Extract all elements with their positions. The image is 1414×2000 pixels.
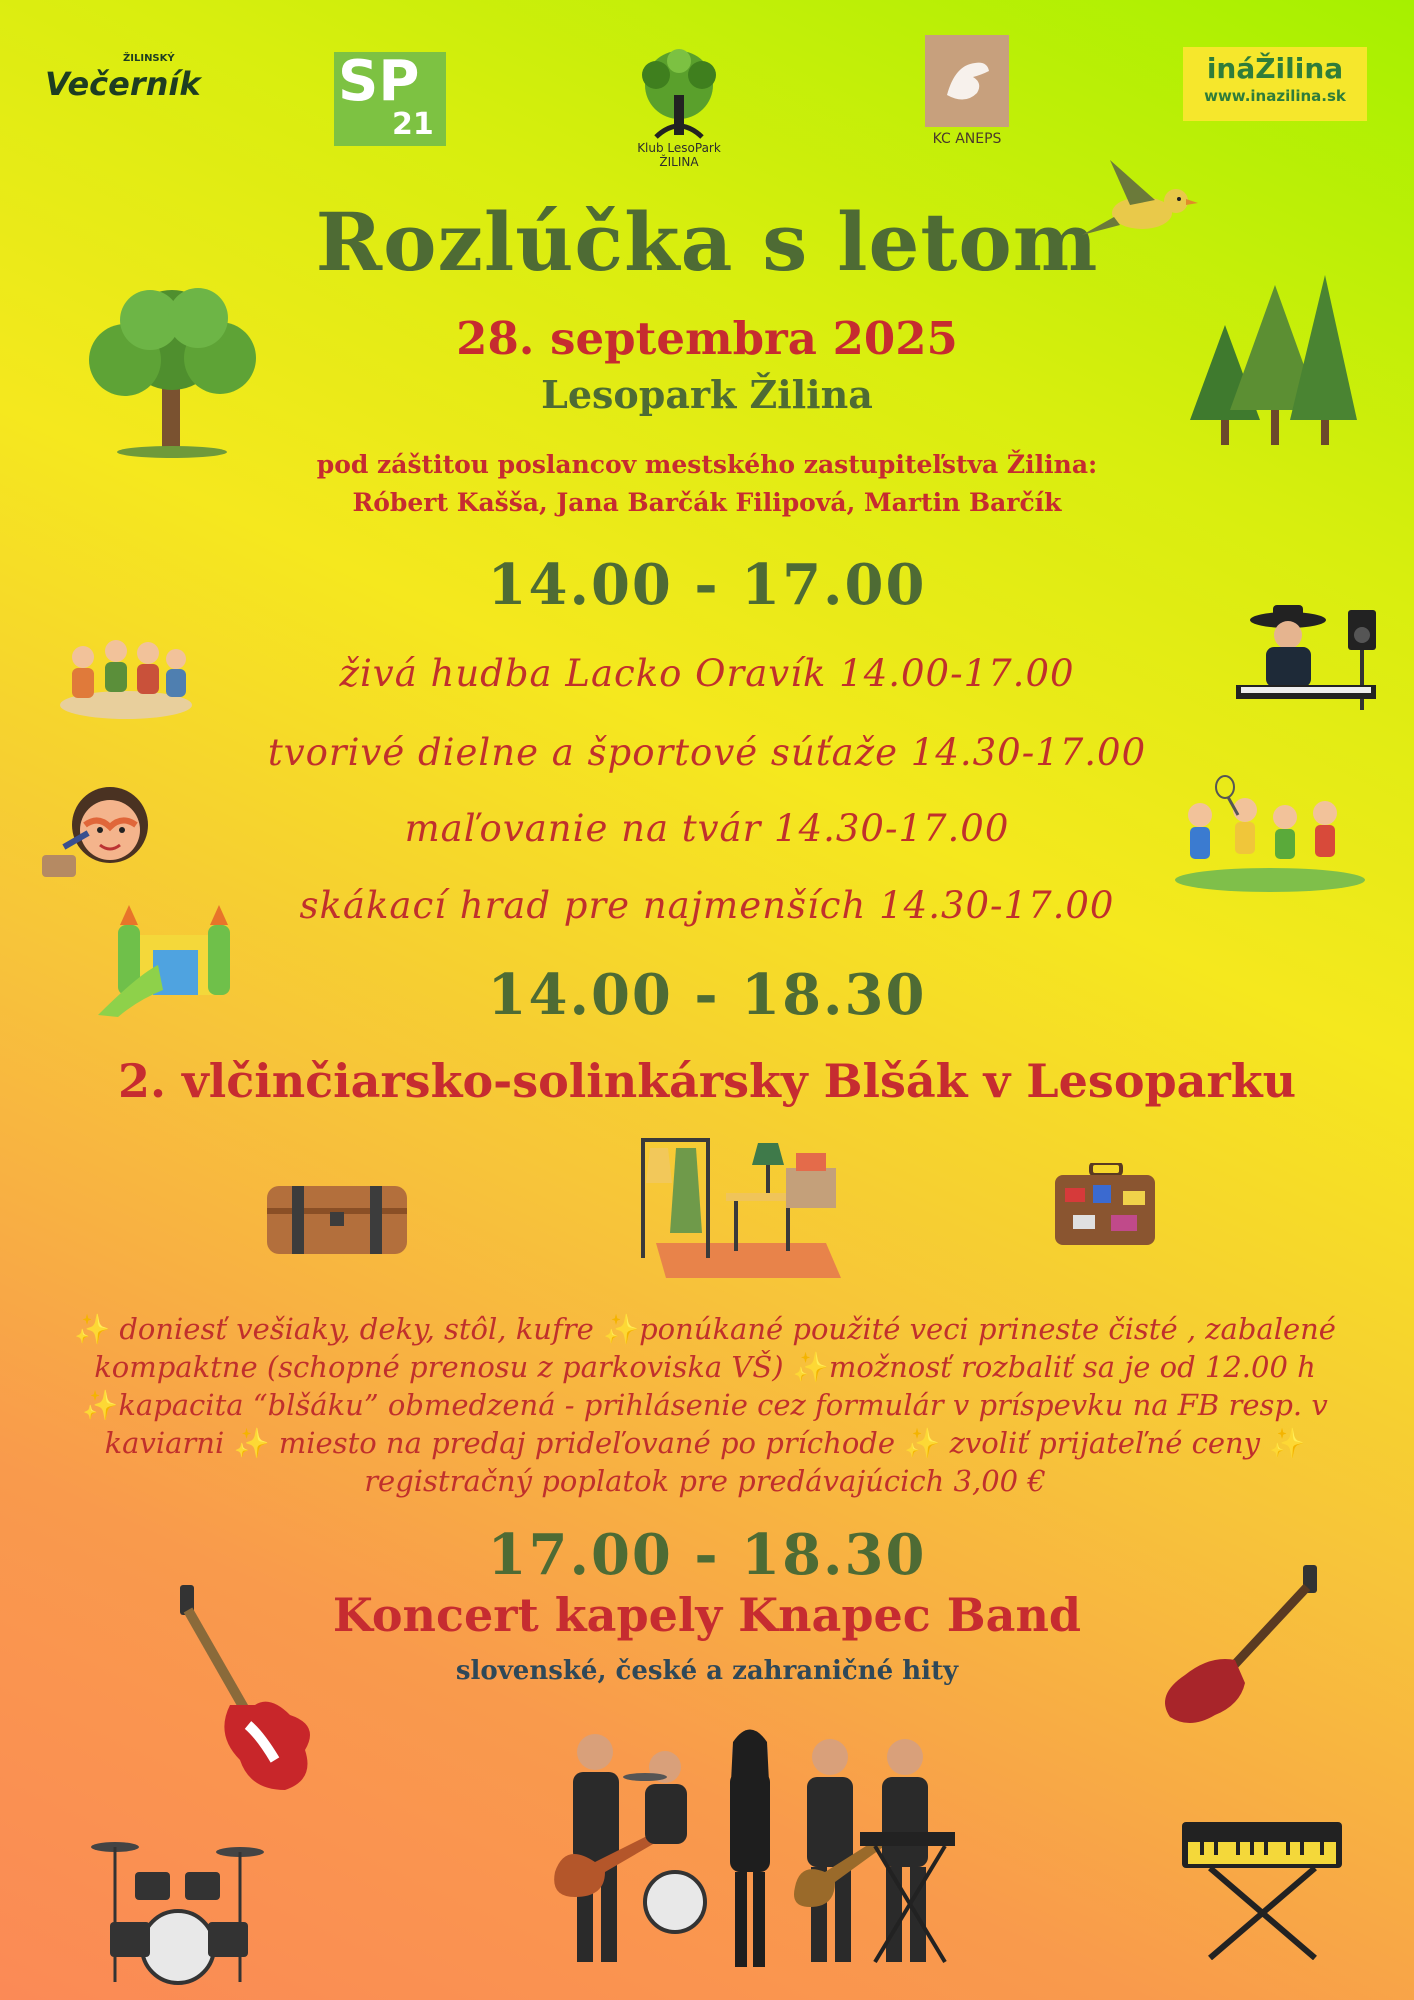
chest-icon (262, 1178, 412, 1258)
sparkle-icon: ✨ (1269, 1426, 1306, 1460)
event-title: Rozlúčka s letom (315, 195, 1099, 289)
electric-guitar-icon (170, 1585, 315, 1800)
logo-ina-text: ináŽilina (1206, 52, 1344, 85)
time-block-3: 17.00 - 18.30 (487, 1522, 927, 1588)
keyboard-icon (1180, 1820, 1345, 1960)
logo-vecernik-text: Večerník (45, 65, 201, 103)
info-7: registračný poplatok pre predávajúcich 3,00 € (364, 1464, 1046, 1498)
info-6: zvoliť prijateľné ceny (949, 1426, 1261, 1460)
info-3: možnosť rozbaliť sa je od 12.00 h (828, 1350, 1316, 1384)
activity-1: živá hudba Lacko Oravík 14.00-17.00 (339, 652, 1075, 695)
sparkle-icon: ✨ (233, 1426, 270, 1460)
flea-market-title: 2. vlčinčiarsko-solinkársky Blšák v Lesoparku (117, 1054, 1297, 1108)
logo-inazilina (1183, 47, 1367, 121)
activity-2: tvorivé dielne a športové súťaže 14.30-17.00 (267, 731, 1147, 774)
logo-sp21 (334, 49, 446, 146)
logo-sp-bottom: 21 (392, 107, 434, 142)
logo-vecernik (45, 53, 201, 103)
keyboard-player-icon (1233, 605, 1378, 720)
patron-line-2: Róbert Kašša, Jana Barčák Filipová, Martin Barčík (352, 488, 1062, 517)
suitcase-icon (1053, 1163, 1158, 1248)
bird-icon (1080, 155, 1200, 245)
info-1: doniesť vešiaky, deky, stôl, kufre (119, 1312, 594, 1346)
children-crafts-icon (58, 635, 193, 720)
face-paint-icon (40, 775, 155, 880)
flea-market-info (55, 1310, 1355, 1500)
activity-4: skákací hrad pre najmenších 14.30-17.00 (299, 884, 1115, 927)
pine-trees-icon (1185, 265, 1360, 455)
sparkle-icon: ✨ (82, 1388, 119, 1422)
info-2: ponúkané použité veci prineste čisté , zabalené kompaktne (schopné prenosu z parkoviska VŠ) (94, 1312, 1336, 1384)
tree-logo-icon (616, 45, 742, 141)
info-4: kapacita “blšáku” obmedzená - prihlásenie cez formulár v príspevku na FB resp. v kaviarni (104, 1388, 1328, 1460)
logo-klub-lesopark (616, 45, 742, 169)
flea-market-icon (636, 1133, 841, 1278)
logo-klub-line1: Klub LesoPark (637, 141, 721, 155)
kids-sports-icon (1170, 775, 1370, 895)
info-5: miesto na predaj prideľované po príchode (278, 1426, 896, 1460)
activity-3: maľovanie na tvár 14.30-17.00 (404, 807, 1010, 850)
time-block-1: 14.00 - 17.00 (487, 552, 927, 618)
logo-klub-line2: ŽILINA (659, 155, 699, 169)
event-date: 28. septembra 2025 (456, 312, 958, 365)
concert-title: Koncert kapely Knapec Band (332, 1588, 1082, 1642)
event-place: Lesopark Žilina (541, 372, 873, 417)
bass-guitar-icon (1155, 1565, 1325, 1730)
tree-icon (80, 280, 265, 460)
logo-sp-top: SP (338, 49, 420, 114)
drum-kit-icon (90, 1832, 265, 1987)
patron-line-1: pod záštitou poslancov mestského zastupiteľstva Žilina: (316, 450, 1098, 479)
hand-logo-icon (925, 35, 1009, 127)
logo-vecernik-small: ŽILINSKÝ (123, 53, 175, 64)
sparkle-icon: ✨ (74, 1312, 111, 1346)
logo-ina-url: www.inazilina.sk (1204, 87, 1346, 105)
sparkle-icon: ✨ (792, 1350, 829, 1384)
concert-subtitle: slovenské, české a zahraničné hity (455, 1656, 959, 1686)
sparkle-icon: ✨ (904, 1426, 941, 1460)
logo-kc-text: KC ANEPS (932, 131, 1002, 147)
sparkle-icon: ✨ (602, 1312, 640, 1346)
logo-kc-aneps (925, 35, 1009, 147)
band-icon (545, 1722, 955, 1972)
time-block-2: 14.00 - 18.30 (487, 962, 927, 1028)
